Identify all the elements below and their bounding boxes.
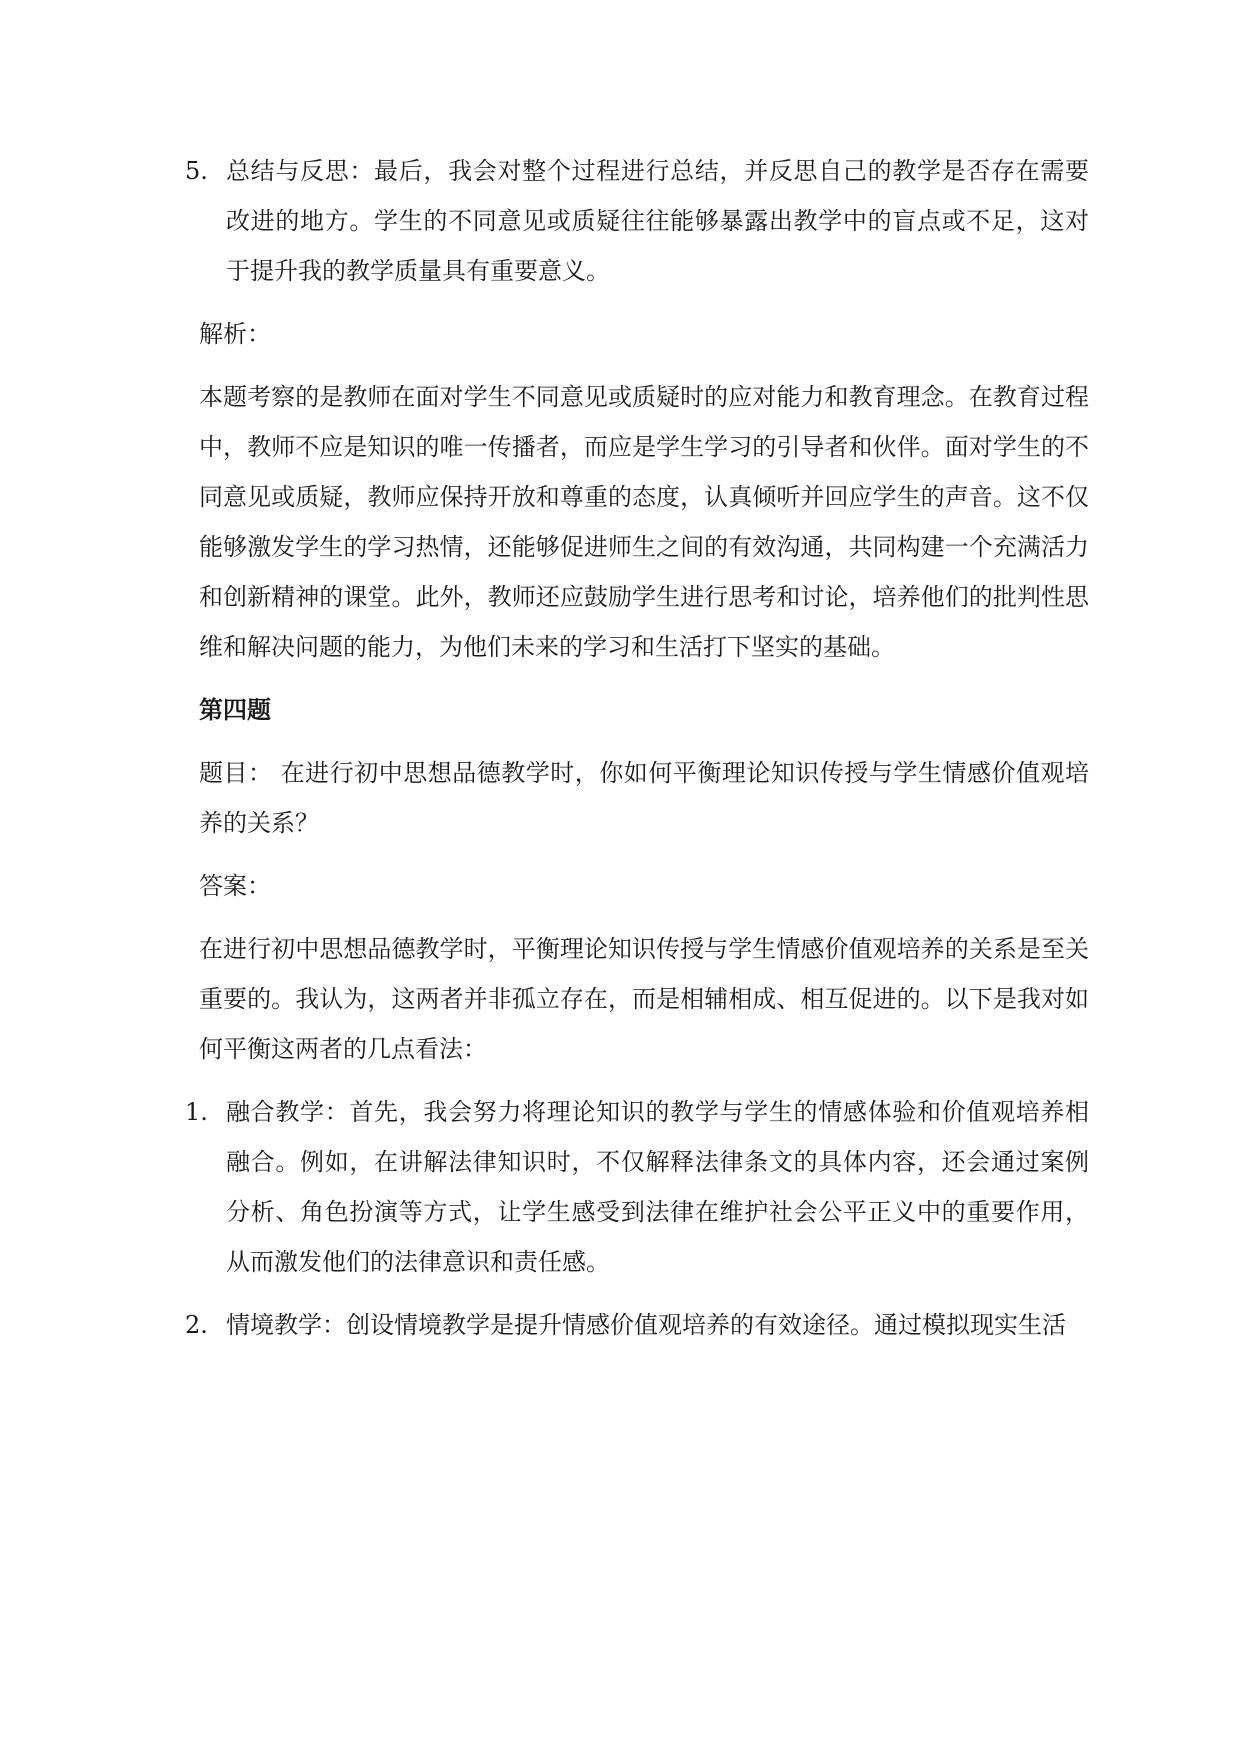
analysis-paragraph: 本题考察的是教师在面对学生不同意见或质疑时的应对能力和教育理念。在教育过程中，教师不应是知识的唯一传播者，而应是学生学习的引导者和伙伴。面对学生的不同意见或质疑，教师应保持开放和尊重的态度，认真倾听并回应学生的声音。这不仅能够激发学生的学习热情，还能够促进师生之间的有效沟通，共同构建一个充满活力和创新精神的课堂。此外，教师还应鼓励学生进行思考和讨论，培养他们的批判性思维和解决问题的能力，为他们未来的学习和生活打下坚实的基础。	[199, 383, 1089, 661]
question-heading: 第四题	[199, 695, 271, 724]
list-item-number: 1.	[185, 1098, 208, 1126]
page-content	[185, 146, 1089, 1350]
list-item-text: 融合教学：首先，我会努力将理论知识的教学与学生的情感体验和价值观培养相融合。例如，在讲解法律知识时，不仅解释法律条文的具体内容，还会通过案例分析、角色扮演等方式，让学生感受到法律在维护社会公平正义中的重要作用，从而激发他们的法律意识和责任感。	[226, 1098, 1089, 1276]
answer-intro-paragraph: 在进行初中思想品德教学时，平衡理论知识传授与学生情感价值观培养的关系是至关重要的。我认为，这两者并非孤立存在，而是相辅相成、相互促进的。以下是我对如何平衡这两者的几点看法：	[199, 935, 1089, 1063]
list-item-number: 2.	[185, 1311, 208, 1339]
list-item-text: 总结与反思：最后，我会对整个过程进行总结，并反思自己的教学是否存在需要改进的地方。学生的不同意见或质疑往往能够暴露出教学中的盲点或不足，这对于提升我的教学质量具有重要意义。	[226, 157, 1089, 285]
analysis-label: 解析：	[199, 320, 271, 348]
list-item-number: 5.	[185, 157, 208, 185]
answer-label: 答案：	[199, 872, 271, 900]
list-item-text: 情境教学：创设情境教学是提升情感价值观培养的有效途径。通过模拟现实生活	[226, 1311, 1066, 1339]
list-item	[185, 1087, 1089, 1287]
list-item	[185, 146, 1089, 296]
question-text: 题目： 在进行初中思想品德教学时，你如何平衡理论知识传授与学生情感价值观培养的关系？	[199, 759, 1089, 837]
list-item	[185, 1300, 1089, 1350]
